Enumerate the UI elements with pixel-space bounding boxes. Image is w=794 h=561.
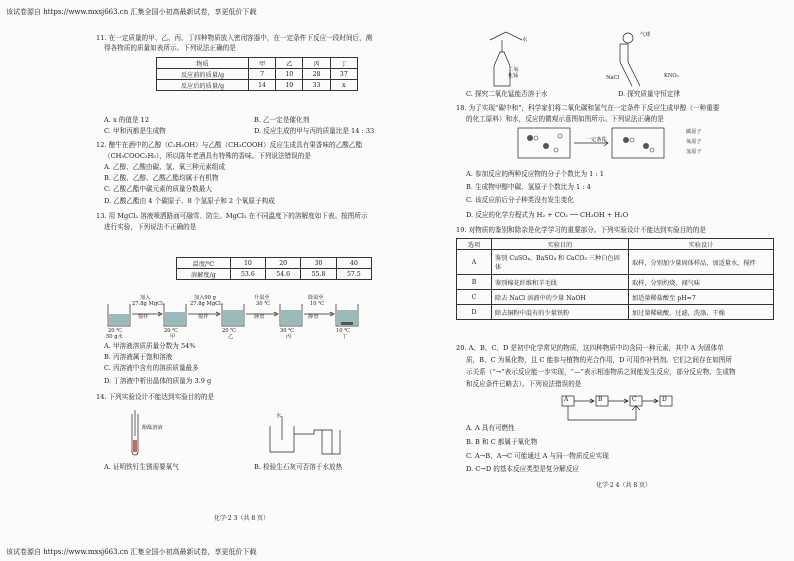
beaker-label: 丁 <box>342 334 348 340</box>
table-cell: 鉴别 CuSO₄、BaSO₄ 和 CaCO₃ 三种白色固体 <box>492 250 629 275</box>
table-cell: 40 <box>336 258 371 269</box>
table-row <box>457 275 774 290</box>
q19-table <box>456 238 774 320</box>
table-cell: 55.8 <box>301 269 336 280</box>
step-label: 加入 <box>140 295 151 301</box>
node-b: B <box>598 396 603 403</box>
q13-option-b: B. 丙溶液属于饱和溶液 <box>104 353 173 361</box>
step-label: 升温至 <box>254 295 270 301</box>
table-cell: 甲 <box>248 58 275 69</box>
q20-option-b: B. B 和 C 都属于氧化物 <box>466 438 538 446</box>
q18-option-c: C. 该反应前后分子种类没有发生变化 <box>466 196 574 204</box>
table-cell: 选项 <box>457 239 492 250</box>
table-row <box>157 80 358 91</box>
q20-option-d: D. C→D 的基本反应类型是复分解反应 <box>466 465 579 473</box>
q11-table <box>156 57 358 91</box>
table-cell: A <box>457 250 492 275</box>
legend-item: 碳原子 <box>686 129 702 135</box>
node-a: A <box>564 396 569 403</box>
table-cell: 加适量稀盐酸至 pH=7 <box>629 290 774 305</box>
table-cell: 加过量稀硫酸，过滤，洗涤，干燥 <box>629 305 774 320</box>
q14-option-c: C. 探究二氧化锰能否溶于水 <box>466 90 548 98</box>
q12-option-a: A. 乙醇、乙酸由碳、氢、氧三种元素组成 <box>104 163 226 171</box>
q19-stem: 19. 对物质的鉴别和除杂是化学学习的重要部分。下列实验设计不能达到实验目的的是 <box>456 226 706 234</box>
q13-stem: 13. 用 MgCl₂ 溶液喷洒路面可融雪、防尘。MgCl₂ 在不同温度下的溶解度如下表。按图所示 <box>96 212 368 220</box>
node-c: C <box>632 396 637 403</box>
step-label: 10 ℃ <box>310 301 325 307</box>
table-cell: 14 <box>248 80 275 91</box>
legend-item: 氧原子 <box>686 139 702 145</box>
q14-stem: 14. 下列实验设计不能达到实验目的的是 <box>96 393 215 401</box>
table-cell: 30 <box>301 258 336 269</box>
table-cell: 除去铜粉中混有的少量铁粉 <box>492 305 629 320</box>
table-row <box>457 239 774 250</box>
q11-option-c: C. 甲和丙都是生成物 <box>104 127 166 135</box>
table-cell: 10 <box>230 258 265 269</box>
apparatus-label: NaCl <box>606 75 620 81</box>
apparatus-label: 气球 <box>640 32 651 38</box>
q18-option-d: D. 反应的化学方程式为 H₂ + CO₂ ── CH₃OH + H₂O <box>466 211 629 219</box>
page-number: 化学·2 3（共 8 页） <box>214 515 270 522</box>
q13-option-d: D. 丁溶液中析出晶体的质量为 3.9 g <box>104 377 212 385</box>
table-cell: 实验设计 <box>629 239 774 250</box>
beaker-label: 30 ℃ <box>280 328 295 334</box>
table-row <box>457 250 774 275</box>
table-cell: D <box>457 305 492 320</box>
step-label: 加入90 g <box>194 295 216 301</box>
q14-option-d: D. 探究质量守恒定律 <box>618 90 680 98</box>
table-cell: 7 <box>248 69 275 80</box>
table-cell: 54.6 <box>266 269 301 280</box>
footer-banner: 该试卷源自 https://www.mxsj663.cn 汇集全国小初高最新试卷，享更低价下载 <box>6 548 257 556</box>
q12-option-b: B. 乙酸、乙醇、乙酸乙酯均属于有机物 <box>104 174 219 182</box>
table-cell: 33 <box>303 80 330 91</box>
q14-apparatus-ab <box>110 410 370 460</box>
table-cell: 鉴别棉花纤维和羊毛线 <box>492 275 629 290</box>
table-row <box>157 58 358 69</box>
table-cell: C <box>457 290 492 305</box>
table-cell: 溶解度/g <box>177 269 231 280</box>
table-cell: 28 <box>303 69 330 80</box>
table-cell: 丁 <box>330 58 357 69</box>
table-cell: 10 <box>276 69 303 80</box>
beaker-label: 乙 <box>228 334 234 340</box>
beaker-label: 50 g水 <box>106 334 123 340</box>
table-cell: 乙 <box>276 58 303 69</box>
q11-stem: 得各物质的质量如表所示。下列说法正确的是 <box>104 44 236 52</box>
reaction-condition: 一定条件 <box>586 137 607 143</box>
q13-stem: 进行实验，下列说法不正确的是 <box>104 223 197 231</box>
step-label: 27.8g MgCl₂ <box>132 301 165 307</box>
q20-stem: 和反应条件已略去）。下列说法错误的是 <box>466 380 582 388</box>
table-cell: 53.6 <box>230 269 265 280</box>
apparatus-label: 化锰 <box>508 73 519 79</box>
q12-option-c: C. 乙酸乙酯中碳元素的质量分数最大 <box>104 185 212 193</box>
q20-option-c: C. A→B、A→C 可能通过 A 与同一物质反应实现 <box>466 452 609 460</box>
step-label: 搅拌 <box>198 314 209 320</box>
table-cell: 除去 NaCl 溶液中的少量 NaOH <box>492 290 629 305</box>
q11-stem: 11. 在一定质量的甲、乙、丙、丁四种物质放入密闭容器中，在一定条件下反应一段时间后，测 <box>96 34 373 42</box>
table-cell: 丙 <box>303 58 330 69</box>
apparatus-label: 水 <box>276 413 282 419</box>
q13-solubility-table <box>176 257 372 280</box>
apparatus-label: 水 <box>522 37 528 43</box>
step-label: 静置 <box>308 314 319 320</box>
beaker-label: 20 ℃ <box>222 328 237 334</box>
q12-option-d: D. 乙酸乙酯由 4 个碳原子、8 个氢原子和 2 个氧原子构成 <box>104 197 275 205</box>
table-row <box>157 69 358 80</box>
table-cell: 37 <box>330 69 357 80</box>
q20-stem: 示关系（“→”表示反应能一步实现，“—”表示相连物质之间能发生反应，部分反应物、生成物 <box>466 368 736 376</box>
table-row <box>177 269 372 280</box>
q11-option-d: D. 反应生成的甲与丙的质量比是 14 : 33 <box>254 127 375 135</box>
q20-option-a: A. A 具有可燃性 <box>466 424 515 432</box>
beaker-label: 20 ℃ <box>164 328 179 334</box>
beaker-label: 甲 <box>170 334 176 340</box>
beaker-label: 丙 <box>286 334 292 340</box>
node-d: D <box>662 396 667 403</box>
q18-stem: 的化工原料）和水，反应的微观示意图如图所示。下列说法正确的是 <box>466 115 664 123</box>
step-label: 搅拌 <box>138 314 149 320</box>
table-cell: 实验目的 <box>492 239 629 250</box>
q14-option-a: A. 证明铁钉生锈需要氧气 <box>104 463 179 471</box>
table-cell: 温度/℃ <box>177 258 231 269</box>
table-cell: 取样，分别加少量固体样品，加适量水，搅拌 <box>629 250 774 275</box>
step-label: 30 ℃ <box>256 301 271 307</box>
table-cell: 取样，分别灼烧，闻气味 <box>629 275 774 290</box>
step-label: 降温至 <box>308 295 324 301</box>
table-row <box>457 305 774 320</box>
apparatus-label: 酚酞溶液 <box>142 425 163 431</box>
table-cell: B <box>457 275 492 290</box>
q20-stem: 20. A、B、C、D 是初中化学常见的物质，这四种物质中均含同一种元素，其中 A 为固体单 <box>456 344 724 352</box>
table-cell: 反应后的质量/g <box>157 80 249 91</box>
beaker-label: 10 ℃ <box>336 328 351 334</box>
q14-option-b: B. 检验生石灰可否溶于水放热 <box>254 463 343 471</box>
q11-option-a: A. x 的值是 12 <box>104 116 150 124</box>
table-cell: 20 <box>266 258 301 269</box>
q13-option-c: C. 丙溶液中含有的溶质质量最多 <box>104 364 199 372</box>
q13-option-a: A. 甲溶液溶质质量分数为 54% <box>104 342 196 350</box>
table-cell: 物质 <box>157 58 249 69</box>
apparatus-label: KNO₃ <box>664 73 679 79</box>
q11-option-b: B. 乙一定是催化剂 <box>254 116 310 124</box>
table-cell: 57.5 <box>336 269 371 280</box>
table-row <box>457 290 774 305</box>
q18-option-b: B. 生成物甲醇中碳、氢原子个数比为 1 : 4 <box>466 183 591 191</box>
table-row <box>177 258 372 269</box>
page-number: 化学·2 4（共 8 页） <box>596 482 652 489</box>
apparatus-label: 二氧 <box>508 67 519 73</box>
q18-stem: 18. 为了实现“碳中和”，科学家们将二氧化碳和氢气在一定条件下反应生成甲醇（一种重要 <box>456 104 720 112</box>
table-cell: 反应前的质量/g <box>157 69 249 80</box>
step-label: 静置 <box>254 314 265 320</box>
step-label: 27.8g MgCl₂ <box>190 301 223 307</box>
q12-stem: （CH₃COOC₂H₅），所以陈年老酒具有特殊的香味。下列说法错误的是 <box>104 152 311 160</box>
table-cell: 10 <box>276 80 303 91</box>
q18-molecule-diagram <box>516 126 696 162</box>
beaker-label: 20 ℃ <box>108 328 123 334</box>
table-cell: x <box>330 80 357 91</box>
q20-stem: 质，B、C 为氧化物，且 C 能参与植物的光合作用，D 可用作补钙剂。它们之间存在如图所 <box>466 356 732 364</box>
q18-option-a: A. 参加反应的两种反应物的分子个数比为 1 : 1 <box>466 170 604 178</box>
q12-stem: 12. 酿牛在酒中的乙醇（C₂H₅OH）与乙酸（CH₃COOH）反应生成具有果香味的乙酸乙酯 <box>96 141 363 149</box>
legend-item: 氢原子 <box>686 149 702 155</box>
header-banner: 该试卷源自 https://www.mxsj663.cn 汇集全国小初高最新试卷，享更低价下载 <box>6 8 257 16</box>
